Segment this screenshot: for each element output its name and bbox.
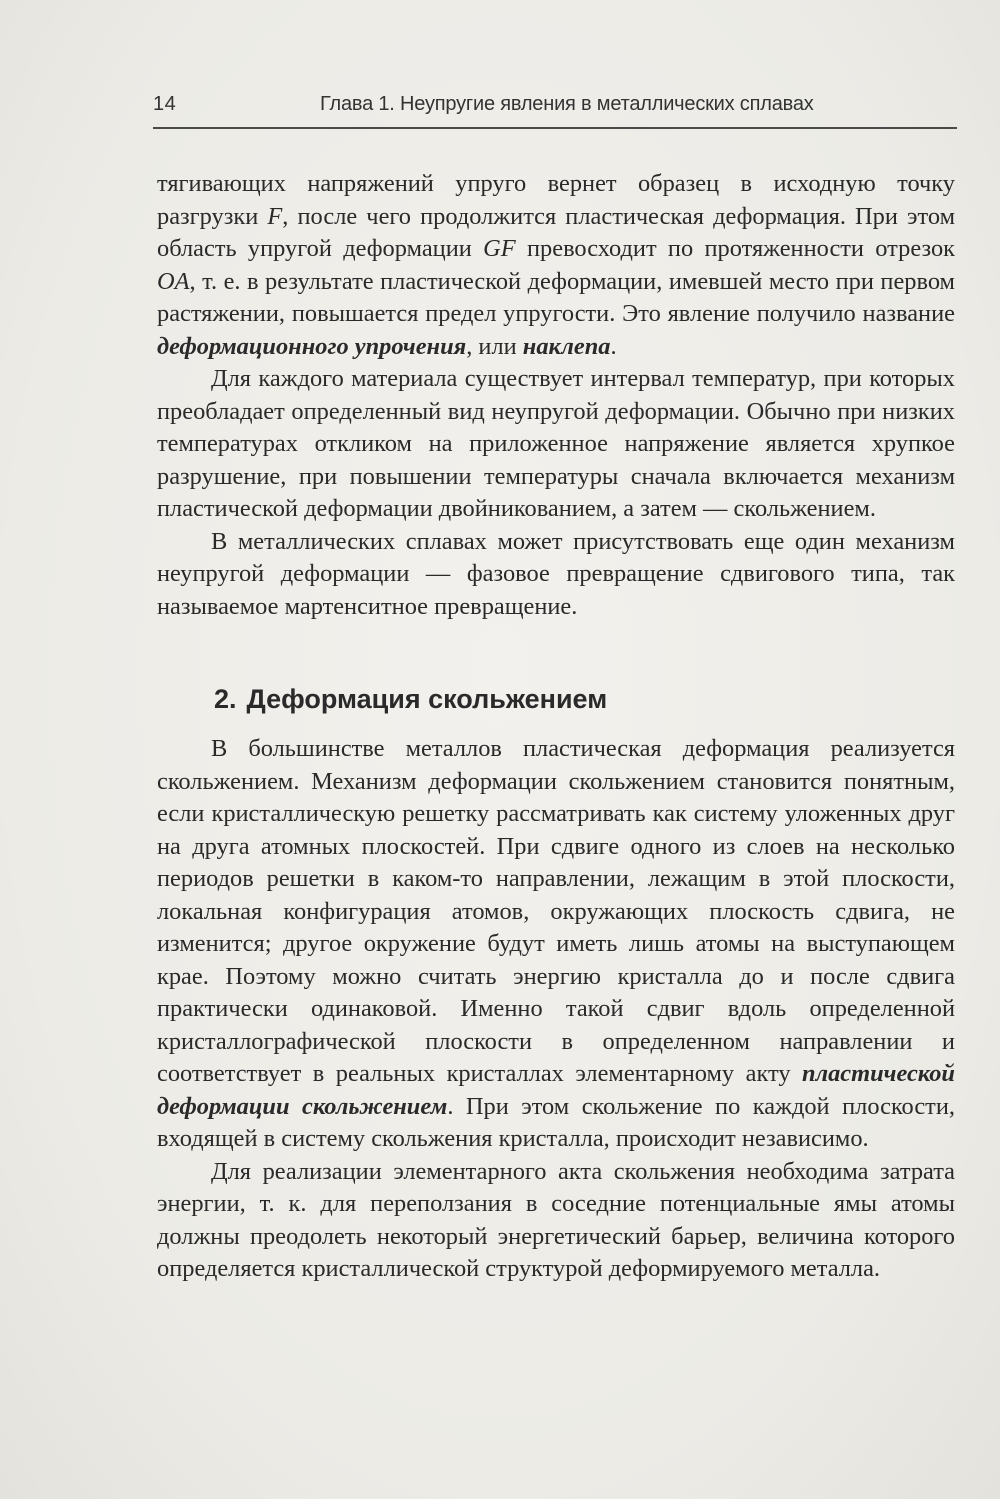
variable-F: F bbox=[267, 202, 283, 230]
text-run: . При этом скольжение по каждой плоскости, входящей в систему скольжения кристалла, происходит независимо. bbox=[157, 1092, 955, 1152]
variable-GF: GF bbox=[483, 235, 516, 262]
paragraph-3: В металлических сплавах может присутствовать еще один механизм неупругой деформации — фазовое превращение сдвигового типа, так называемое мартенситное превращение. bbox=[157, 527, 955, 620]
section-number: 2. bbox=[214, 684, 237, 714]
paragraph-2: Для каждого материала существует интервал температур, при которых преобладает определенный вид неупругой деформации. Обычно при низких температурах откликом на приложенное напряжение является хрупкое разрушение, при повышении температуры сначала включается механизм пластической деформации двойникованием, а затем — скольжением. bbox=[157, 365, 955, 522]
page-number: 14 bbox=[153, 93, 177, 115]
text-run: превосходит по протяженности отрезок bbox=[515, 235, 955, 262]
text-run: В большинстве металлов пластическая деформация реализуется скольжением. Механизм деформации скольжением становится понятным, если кристаллическую решетку рассматривать как систему уложенных друг на друга атомных плоскостей. При сдвиге одного из слоев на несколько периодов решетки в каком-то направлении, лежащим в этой плоскости, локальная конфигурация атомов, окружающих плоскость сдвига, не изменится; другое окружение будут иметь лишь атомы на выступающем крае. Поэтому можно считать энергию кристалла до и после сдвига практически одинаковой. Именно такой сдвиг вдоль определенной кристаллографической плоскости в определенном направлении и соответствует в реальных кристаллах элементарному акту bbox=[157, 735, 955, 1087]
chapter-title: Глава 1. Неупругие явления в металлических сплавах bbox=[320, 93, 814, 115]
term-slip-plastic-deformation: пластической деформации скольжением bbox=[157, 1060, 955, 1120]
section-heading bbox=[214, 683, 955, 715]
term-work-hardening: наклепа bbox=[522, 332, 611, 360]
variable-OA: OA bbox=[157, 267, 190, 295]
running-header bbox=[153, 93, 957, 129]
text-run: , после чего продолжится пластическая деформация. При этом область упругой деформации bbox=[157, 202, 955, 262]
term-strain-hardening: деформационного упрочения bbox=[157, 332, 467, 360]
text-run: , или bbox=[466, 332, 523, 360]
text-run: . bbox=[610, 332, 617, 360]
body-text bbox=[157, 168, 955, 1286]
text-run: тягивающих напряжений упруго вернет образец в исходную точку разгрузки bbox=[157, 170, 955, 230]
section-title: Деформация скольжением bbox=[246, 684, 608, 714]
text-run: , т. е. в результате пластической деформации, имевшей место при первом растяжении, повышается предел упругости. Это явление получило название bbox=[157, 267, 955, 327]
paragraph-4 bbox=[157, 733, 955, 1156]
paragraph-5: Для реализации элементарного акта скольжения необходима затрата энергии, т. к. для переползания в соседние потенциальные ямы атомы должны преодолеть некоторый энергетический барьер, величина которого определяется кристаллической структурой деформируемого металла. bbox=[157, 1157, 955, 1282]
paragraph-1 bbox=[157, 168, 955, 363]
